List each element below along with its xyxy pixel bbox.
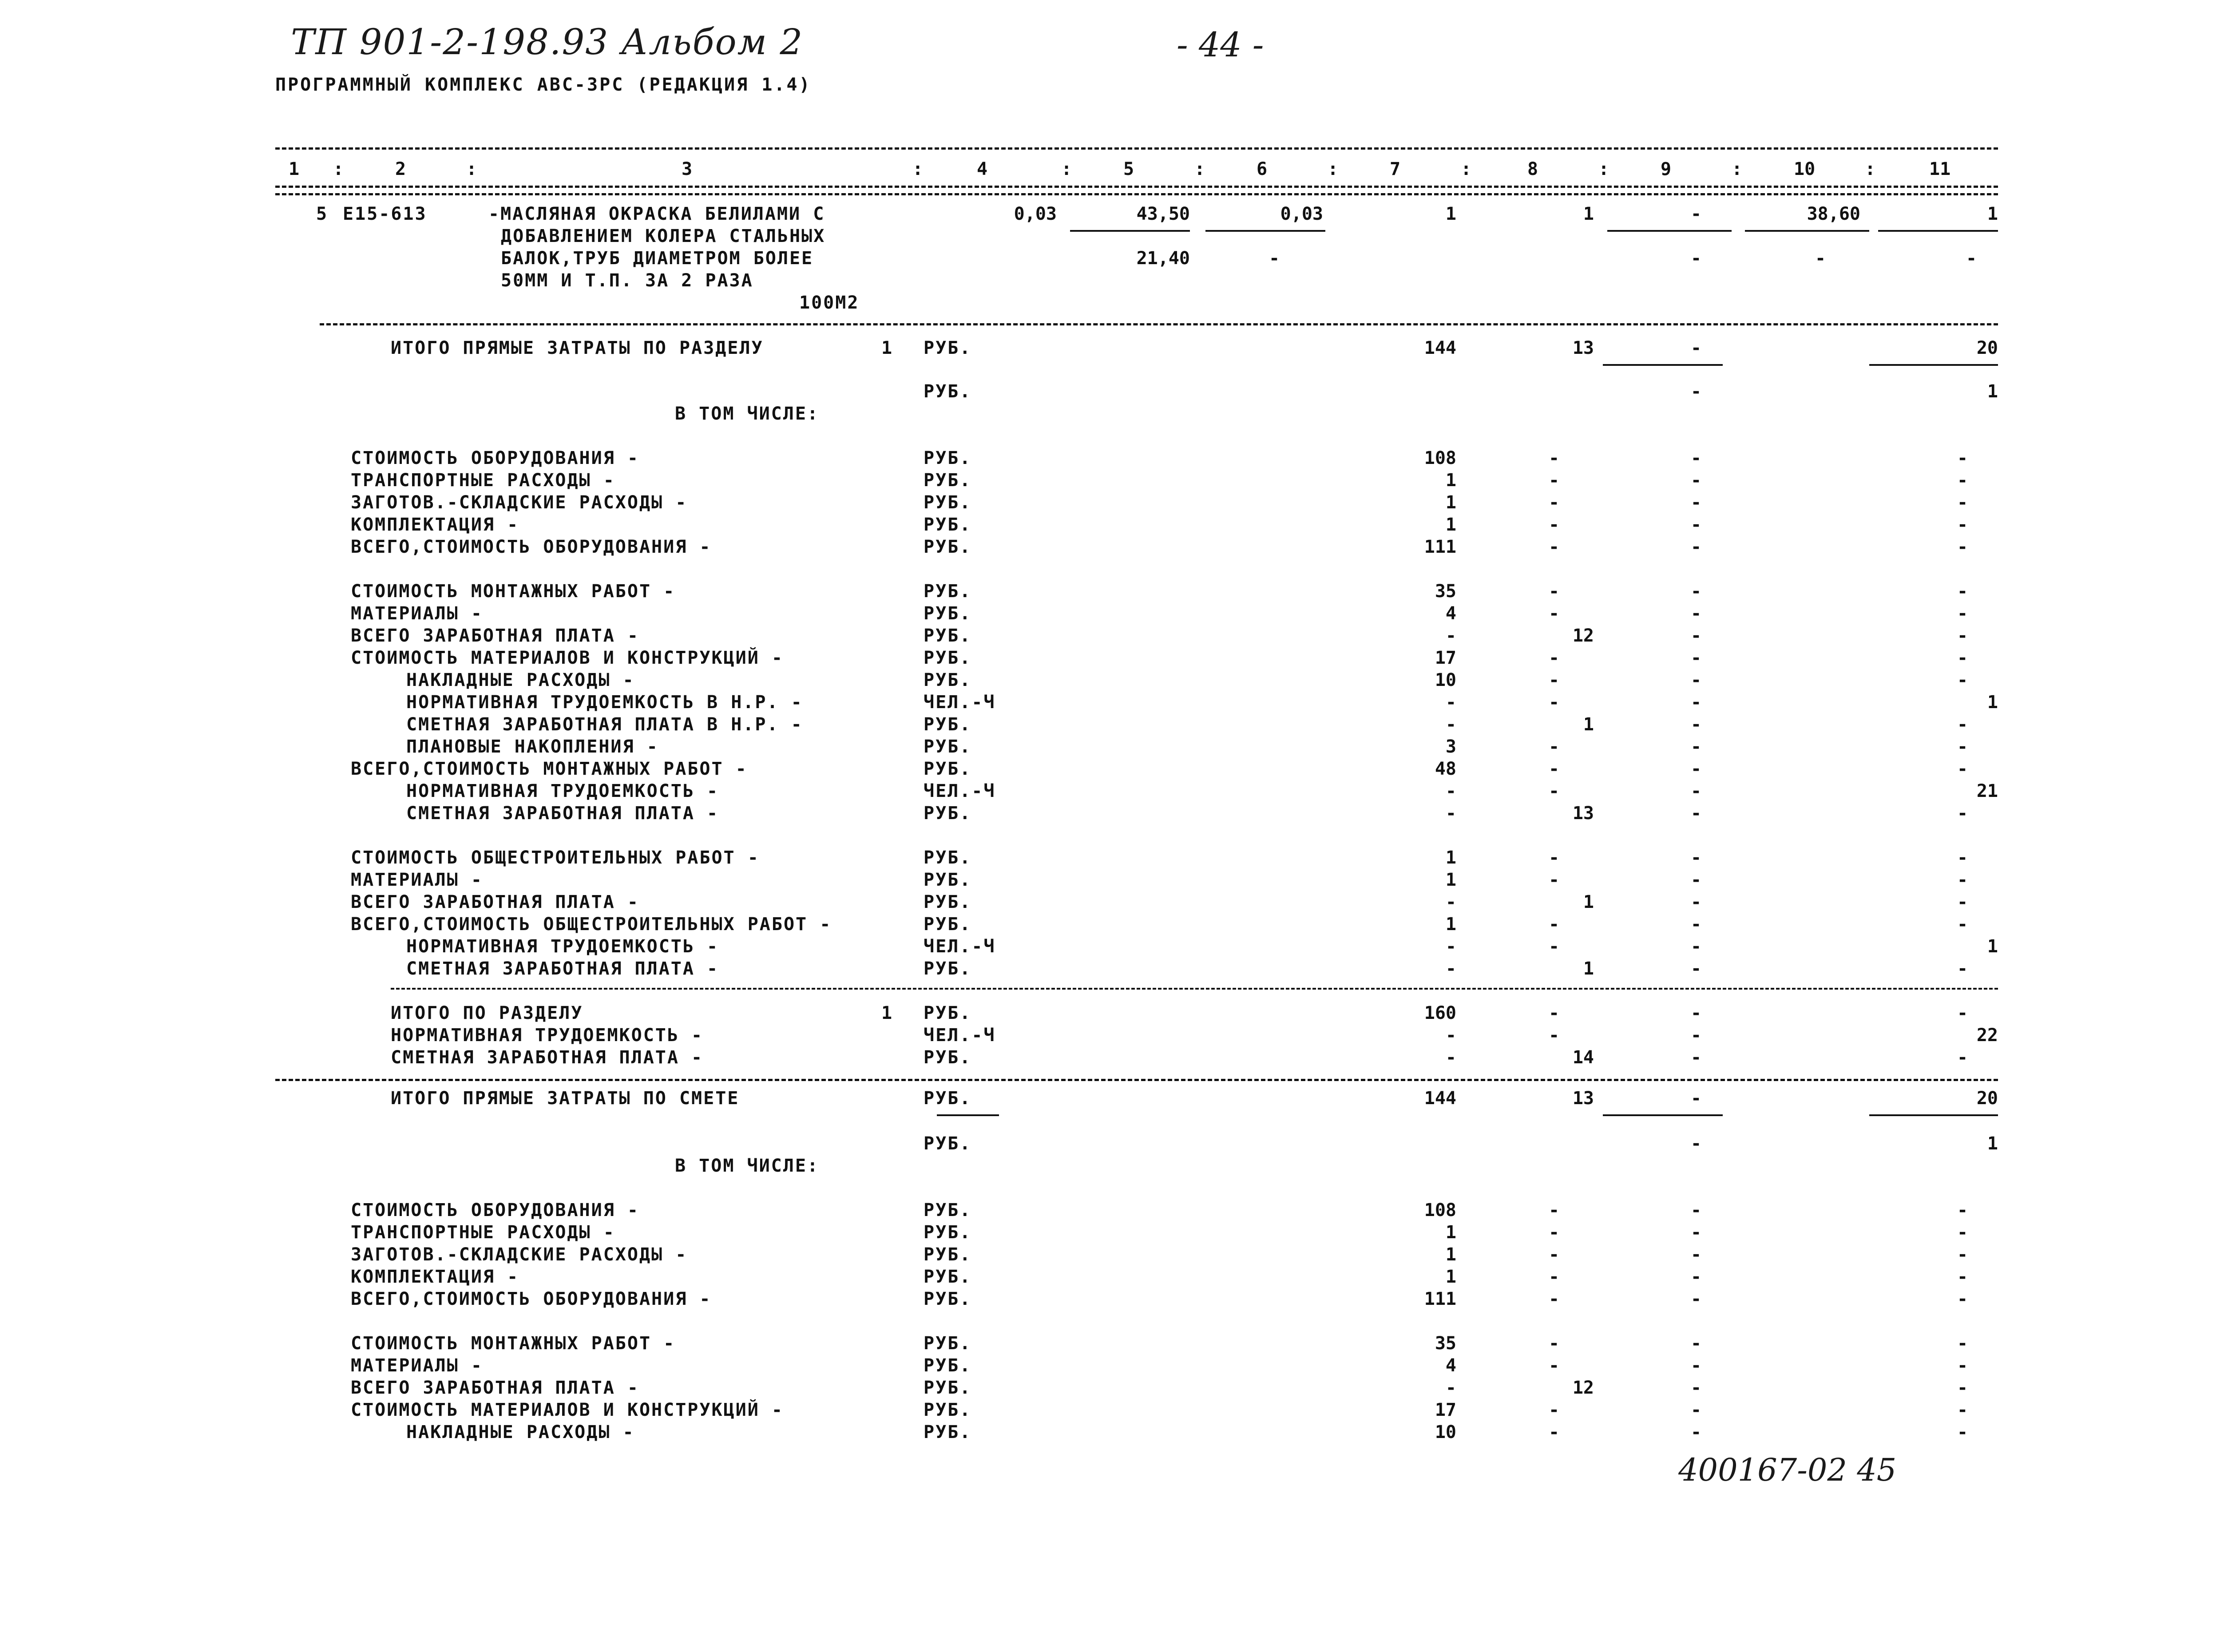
- row-label: СТОИМОСТЬ МОНТАЖНЫХ РАБОТ -: [351, 1333, 676, 1354]
- row-c7: 48: [1435, 759, 1456, 779]
- row-label: ПЛАНОВЫЕ НАКОПЛЕНИЯ -: [406, 737, 659, 757]
- row-label: СТОИМОСТЬ МАТЕРИАЛОВ И КОНСТРУКЦИЙ -: [351, 1400, 784, 1420]
- row-c11: -: [1957, 515, 1968, 535]
- row-c11: -: [1957, 648, 1968, 668]
- row-c7: 4: [1445, 1355, 1456, 1376]
- row-c8: -: [1548, 781, 1560, 801]
- row-unit: РУБ.: [924, 803, 972, 824]
- row-c11: -: [1957, 626, 1968, 646]
- row-c8: -: [1548, 1333, 1560, 1354]
- row-c7: 35: [1435, 1333, 1456, 1354]
- row-c11: -: [1957, 1289, 1968, 1309]
- row-c7: -: [1445, 1378, 1456, 1398]
- row-unit: РУБ.: [924, 338, 972, 358]
- row-label: СТОИМОСТЬ ОБОРУДОВАНИЯ -: [351, 448, 639, 468]
- row-unit: РУБ.: [924, 737, 972, 757]
- row-c8: 12: [1572, 1378, 1594, 1398]
- row-c11: -: [1957, 1222, 1968, 1243]
- row-c8: 12: [1572, 626, 1594, 646]
- cell-rule: [1205, 230, 1325, 232]
- row-c8: -: [1548, 737, 1560, 757]
- row-label: НОРМАТИВНАЯ ТРУДОЕМКОСТЬ -: [406, 936, 719, 957]
- row-c9: -: [1690, 737, 1702, 757]
- row-c9: -: [1690, 1267, 1702, 1287]
- row-label: ИТОГО ПО РАЗДЕЛУ: [391, 1003, 583, 1023]
- row-unit: РУБ.: [924, 870, 972, 890]
- row-c7: 111: [1424, 537, 1456, 557]
- row-c9: -: [1690, 448, 1702, 468]
- section-total-rule: [391, 988, 1998, 990]
- row-c11: -: [1957, 448, 1968, 468]
- row-c11: 1: [1987, 381, 1998, 402]
- row-unit: РУБ.: [924, 1400, 972, 1420]
- row-label: СМЕТНАЯ ЗАРАБОТНАЯ ПЛАТА -: [406, 803, 719, 824]
- row-label: СТОИМОСТЬ МАТЕРИАЛОВ И КОНСТРУКЦИЙ -: [351, 648, 784, 668]
- row-c11: -: [1957, 1355, 1968, 1376]
- item-description-line: -МАСЛЯНАЯ ОКРАСКА БЕЛИЛАМИ С: [488, 204, 825, 224]
- row-c7: 1: [1445, 848, 1456, 868]
- item-unit: 100М2: [799, 293, 860, 313]
- row-c8: -: [1548, 515, 1560, 535]
- row-c11: 21: [1976, 781, 1998, 801]
- col-separator: :: [1461, 159, 1472, 179]
- row-label: МАТЕРИАЛЫ -: [351, 1355, 483, 1376]
- row-c9: -: [1690, 1400, 1702, 1420]
- row-c11: -: [1957, 714, 1968, 735]
- row-c11: -: [1957, 1267, 1968, 1287]
- row-c9: -: [1690, 959, 1702, 979]
- row-c8: 13: [1572, 338, 1594, 358]
- row-unit: ЧЕЛ.-Ч: [924, 781, 996, 801]
- row-label: НАКЛАДНЫЕ РАСХОДЫ -: [406, 1422, 635, 1442]
- row-unit: РУБ.: [924, 1133, 972, 1154]
- row-c7: 111: [1424, 1289, 1456, 1309]
- row-unit: РУБ.: [924, 581, 972, 602]
- col-separator: :: [466, 159, 477, 179]
- row-c9: -: [1690, 1003, 1702, 1023]
- row-c7: 10: [1435, 1422, 1456, 1442]
- row-c9: -: [1690, 1378, 1702, 1398]
- row-unit: РУБ.: [924, 714, 972, 735]
- row-unit: РУБ.: [924, 537, 972, 557]
- row-c9: -: [1690, 581, 1702, 602]
- row-c7: 1: [1445, 870, 1456, 890]
- row-c11: -: [1957, 1003, 1968, 1023]
- col-header-2: 2: [395, 159, 406, 179]
- row-label: НОРМАТИВНАЯ ТРУДОЕМКОСТЬ В Н.Р. -: [406, 692, 803, 713]
- row-c9: -: [1690, 1422, 1702, 1442]
- row-label: ВСЕГО ЗАРАБОТНАЯ ПЛАТА -: [351, 1378, 639, 1398]
- row-c9: -: [1690, 537, 1702, 557]
- row-unit: РУБ.: [924, 1222, 972, 1243]
- item-bottom-rule: [320, 323, 1998, 325]
- row-c7: -: [1445, 692, 1456, 713]
- row-c9: -: [1690, 759, 1702, 779]
- cell-rule: [1869, 1114, 1998, 1116]
- row-c11: -: [1957, 492, 1968, 513]
- row-unit: РУБ.: [924, 1200, 972, 1220]
- col-separator: :: [1732, 159, 1743, 179]
- row-c7: -: [1445, 781, 1456, 801]
- row-unit: РУБ.: [924, 959, 972, 979]
- header-bottom-rule-2: [275, 193, 1998, 195]
- row-unit: РУБ.: [924, 1355, 972, 1376]
- row-c11: -: [1957, 670, 1968, 690]
- row-c9: -: [1690, 626, 1702, 646]
- row-c11: 1: [1987, 936, 1998, 957]
- row-label: СМЕТНАЯ ЗАРАБОТНАЯ ПЛАТА В Н.Р. -: [406, 714, 803, 735]
- row-c7: 108: [1424, 1200, 1456, 1220]
- row-c11: -: [1957, 803, 1968, 824]
- row-c11: -: [1957, 1400, 1968, 1420]
- row-c9: -: [1690, 603, 1702, 624]
- row-c11: -: [1957, 892, 1968, 912]
- row-label: НОРМАТИВНАЯ ТРУДОЕМКОСТЬ -: [406, 781, 719, 801]
- row-c7: 17: [1435, 648, 1456, 668]
- row-c8: -: [1548, 581, 1560, 602]
- row-unit: РУБ.: [924, 626, 972, 646]
- row-c9: -: [1690, 381, 1702, 402]
- row-c7: -: [1445, 803, 1456, 824]
- row-c11: -: [1957, 1422, 1968, 1442]
- item-c8: 1: [1583, 204, 1594, 224]
- row-label: ИТОГО ПРЯМЫЕ ЗАТРАТЫ ПО РАЗДЕЛУ: [391, 338, 764, 358]
- row-label: ВСЕГО ЗАРАБОТНАЯ ПЛАТА -: [351, 892, 639, 912]
- row-label: СТОИМОСТЬ МОНТАЖНЫХ РАБОТ -: [351, 581, 676, 602]
- row-label: ИТОГО ПРЯМЫЕ ЗАТРАТЫ ПО СМЕТЕ: [391, 1088, 740, 1109]
- row-label: В ТОМ ЧИСЛЕ:: [675, 1156, 819, 1176]
- row-c9: -: [1690, 714, 1702, 735]
- cell-rule: [1070, 230, 1190, 232]
- page-number: - 44 -: [1177, 25, 1264, 64]
- row-unit: РУБ.: [924, 1267, 972, 1287]
- item-code: Е15-613: [343, 204, 427, 224]
- cell-rule: [1607, 230, 1732, 232]
- row-c11: 20: [1976, 1088, 1998, 1109]
- row-c9: -: [1690, 936, 1702, 957]
- row-c11: 20: [1976, 338, 1998, 358]
- row-c9: -: [1690, 515, 1702, 535]
- item-c6b: -: [1269, 248, 1280, 269]
- row-c8: -: [1548, 448, 1560, 468]
- row-c9: -: [1690, 648, 1702, 668]
- row-c9: -: [1690, 492, 1702, 513]
- row-c7: 1: [1445, 1222, 1456, 1243]
- row-c8: -: [1548, 670, 1560, 690]
- cell-rule: [1878, 230, 1998, 232]
- row-c11: -: [1957, 737, 1968, 757]
- col-header-3: 3: [682, 159, 693, 179]
- item-c11a: 1: [1987, 204, 1998, 224]
- row-c7: -: [1445, 626, 1456, 646]
- row-c9: -: [1690, 1355, 1702, 1376]
- estimate-start-rule: [275, 1079, 1998, 1081]
- row-c8: -: [1548, 1289, 1560, 1309]
- item-c9b: -: [1690, 248, 1702, 269]
- row-c8: 13: [1572, 803, 1594, 824]
- row-c7: 1: [1445, 492, 1456, 513]
- row-unit: РУБ.: [924, 1422, 972, 1442]
- row-c7: 1: [1445, 1267, 1456, 1287]
- row-c9: -: [1690, 1222, 1702, 1243]
- row-label: КОМПЛЕКТАЦИЯ -: [351, 1267, 519, 1287]
- row-label: СТОИМОСТЬ ОБОРУДОВАНИЯ -: [351, 1200, 639, 1220]
- item-c11b: -: [1966, 248, 1977, 269]
- row-c8: 1: [1583, 714, 1594, 735]
- row-c7: -: [1445, 1047, 1456, 1068]
- row-c8: -: [1548, 870, 1560, 890]
- col-separator: :: [1194, 159, 1205, 179]
- table-top-rule: [275, 147, 1998, 150]
- row-c11: -: [1957, 1378, 1968, 1398]
- row-c8: -: [1548, 1400, 1560, 1420]
- row-label: ТРАНСПОРТНЫЕ РАСХОДЫ -: [351, 1222, 615, 1243]
- col-header-6: 6: [1257, 159, 1268, 179]
- row-c8: -: [1548, 648, 1560, 668]
- row-c8: -: [1548, 1267, 1560, 1287]
- row-c8: -: [1548, 1222, 1560, 1243]
- row-label: ЗАГОТОВ.-СКЛАДСКИЕ РАСХОДЫ -: [351, 1244, 688, 1265]
- row-unit: РУБ.: [924, 448, 972, 468]
- row-c9: -: [1690, 692, 1702, 713]
- cell-rule: [1745, 230, 1869, 232]
- col-separator: :: [1598, 159, 1610, 179]
- row-unit: РУБ.: [924, 492, 972, 513]
- row-c8: -: [1548, 1025, 1560, 1046]
- item-description-line: 50ММ И Т.П. ЗА 2 РАЗА: [501, 270, 753, 291]
- col-separator: :: [1061, 159, 1072, 179]
- col-header-10: 10: [1794, 159, 1816, 179]
- row-c9: -: [1690, 1244, 1702, 1265]
- row-c7: 10: [1435, 670, 1456, 690]
- row-unit: РУБ.: [924, 603, 972, 624]
- col-header-4: 4: [977, 159, 988, 179]
- row-c9: -: [1690, 1088, 1702, 1109]
- row-c8: -: [1548, 492, 1560, 513]
- row-unit: РУБ.: [924, 1047, 972, 1068]
- row-c11: 22: [1976, 1025, 1998, 1046]
- row-c7: -: [1445, 1025, 1456, 1046]
- row-c7: 144: [1424, 1088, 1456, 1109]
- row-c8: -: [1548, 1200, 1560, 1220]
- row-c9: -: [1690, 781, 1702, 801]
- row-unit: ЧЕЛ.-Ч: [924, 936, 996, 957]
- row-label: ВСЕГО ЗАРАБОТНАЯ ПЛАТА -: [351, 626, 639, 646]
- row-c7: -: [1445, 892, 1456, 912]
- row-label: НОРМАТИВНАЯ ТРУДОЕМКОСТЬ -: [391, 1025, 704, 1046]
- row-c11: 1: [1987, 692, 1998, 713]
- row-unit: ЧЕЛ.-Ч: [924, 692, 996, 713]
- row-c8: 13: [1572, 1088, 1594, 1109]
- cell-rule: [1603, 364, 1723, 366]
- row-c9: -: [1690, 1047, 1702, 1068]
- row-c9: -: [1690, 670, 1702, 690]
- item-c6a: 0,03: [1280, 204, 1323, 224]
- row-c7: 1: [1445, 515, 1456, 535]
- row-c11: -: [1957, 1244, 1968, 1265]
- row-c7: -: [1445, 714, 1456, 735]
- row-unit: РУБ.: [924, 914, 972, 935]
- item-description-line: ДОБАВЛЕНИЕМ КОЛЕРА СТАЛЬНЫХ: [501, 226, 826, 246]
- row-c9: -: [1690, 914, 1702, 935]
- row-unit: РУБ.: [924, 759, 972, 779]
- row-c11: -: [1957, 759, 1968, 779]
- row-unit: ЧЕЛ.-Ч: [924, 1025, 996, 1046]
- row-c11: -: [1957, 870, 1968, 890]
- col-header-7: 7: [1390, 159, 1401, 179]
- row-label: СТОИМОСТЬ ОБЩЕСТРОИТЕЛЬНЫХ РАБОТ -: [351, 848, 760, 868]
- row-c11: -: [1957, 959, 1968, 979]
- row-unit: РУБ.: [924, 892, 972, 912]
- row-unit: РУБ.: [924, 648, 972, 668]
- row-c8: -: [1548, 692, 1560, 713]
- col-separator: :: [1328, 159, 1339, 179]
- item-c5b: 21,40: [1136, 248, 1190, 269]
- cell-rule: [937, 1114, 999, 1116]
- row-label: МАТЕРИАЛЫ -: [351, 870, 483, 890]
- col-header-8: 8: [1527, 159, 1538, 179]
- row-c11: -: [1957, 1200, 1968, 1220]
- row-c9: -: [1690, 1333, 1702, 1354]
- row-label: ТРАНСПОРТНЫЕ РАСХОДЫ -: [351, 470, 615, 491]
- item-c10b: -: [1815, 248, 1826, 269]
- row-c7: 144: [1424, 338, 1456, 358]
- row-label: КОМПЛЕКТАЦИЯ -: [351, 515, 519, 535]
- item-c7: 1: [1445, 204, 1456, 224]
- row-unit: РУБ.: [924, 848, 972, 868]
- row-c11: -: [1957, 1047, 1968, 1068]
- row-unit: РУБ.: [924, 1088, 972, 1109]
- row-c8: -: [1548, 470, 1560, 491]
- row-label: НАКЛАДНЫЕ РАСХОДЫ -: [406, 670, 635, 690]
- row-unit: РУБ.: [924, 1289, 972, 1309]
- row-c9: -: [1690, 848, 1702, 868]
- row-c11: -: [1957, 603, 1968, 624]
- row-c8: -: [1548, 759, 1560, 779]
- row-c8: -: [1548, 1422, 1560, 1442]
- col-header-1: 1: [289, 159, 300, 179]
- col-separator: :: [333, 159, 344, 179]
- document-reference: ТП 901-2-198.93 Альбом 2: [291, 21, 804, 63]
- row-label: СМЕТНАЯ ЗАРАБОТНАЯ ПЛАТА -: [406, 959, 719, 979]
- cell-rule: [1603, 1114, 1723, 1116]
- row-c8: -: [1548, 537, 1560, 557]
- row-c9: -: [1690, 870, 1702, 890]
- row-c7: 3: [1445, 737, 1456, 757]
- row-c11: -: [1957, 848, 1968, 868]
- row-label: ЗАГОТОВ.-СКЛАДСКИЕ РАСХОДЫ -: [351, 492, 688, 513]
- row-c11: -: [1957, 537, 1968, 557]
- row-c9: -: [1690, 470, 1702, 491]
- row-unit: РУБ.: [924, 1003, 972, 1023]
- row-c7: 108: [1424, 448, 1456, 468]
- row-c8: 1: [1583, 892, 1594, 912]
- col-header-5: 5: [1123, 159, 1134, 179]
- row-label: В ТОМ ЧИСЛЕ:: [675, 404, 819, 424]
- row-c11: -: [1957, 1333, 1968, 1354]
- item-c9a: -: [1690, 204, 1702, 224]
- row-unit: РУБ.: [924, 1333, 972, 1354]
- row-c7: -: [1445, 936, 1456, 957]
- row-unit: РУБ.: [924, 470, 972, 491]
- row-unit: РУБ.: [924, 1244, 972, 1265]
- document-code: 400167-02 45: [1678, 1452, 1897, 1488]
- row-label: ВСЕГО,СТОИМОСТЬ ОБОРУДОВАНИЯ -: [351, 1289, 712, 1309]
- row-unit: РУБ.: [924, 515, 972, 535]
- item-description-line: БАЛОК,ТРУБ ДИАМЕТРОМ БОЛЕЕ: [501, 248, 814, 269]
- row-c7: 160: [1424, 1003, 1456, 1023]
- cell-rule: [1869, 364, 1998, 366]
- row-c7: 1: [1445, 914, 1456, 935]
- row-c9: -: [1690, 1025, 1702, 1046]
- row-c7: 4: [1445, 603, 1456, 624]
- row-unit: РУБ.: [924, 670, 972, 690]
- item-c4: 0,03: [1014, 204, 1057, 224]
- row-label: МАТЕРИАЛЫ -: [351, 603, 483, 624]
- row-c9: -: [1690, 892, 1702, 912]
- row-section-number: 1: [881, 338, 894, 358]
- row-c7: 35: [1435, 581, 1456, 602]
- program-title: ПРОГРАММНЫЙ КОМПЛЕКС АВС-3РС (РЕДАКЦИЯ 1.4): [275, 75, 812, 95]
- row-c8: -: [1548, 603, 1560, 624]
- row-unit: РУБ.: [924, 381, 972, 402]
- row-c9: -: [1690, 1200, 1702, 1220]
- header-bottom-rule: [275, 186, 1998, 188]
- row-c9: -: [1690, 1133, 1702, 1154]
- row-c8: -: [1548, 914, 1560, 935]
- row-c9: -: [1690, 803, 1702, 824]
- row-c11: 1: [1987, 1133, 1998, 1154]
- row-c8: -: [1548, 848, 1560, 868]
- row-c8: 14: [1572, 1047, 1594, 1068]
- row-c7: 17: [1435, 1400, 1456, 1420]
- item-c10a: 38,60: [1807, 204, 1860, 224]
- row-c8: -: [1548, 936, 1560, 957]
- row-c11: -: [1957, 581, 1968, 602]
- col-header-11: 11: [1929, 159, 1951, 179]
- col-separator: :: [912, 159, 924, 179]
- row-c11: -: [1957, 914, 1968, 935]
- row-c8: 1: [1583, 959, 1594, 979]
- col-separator: :: [1865, 159, 1876, 179]
- row-c9: -: [1690, 1289, 1702, 1309]
- item-number: 5: [316, 204, 329, 224]
- row-label: ВСЕГО,СТОИМОСТЬ МОНТАЖНЫХ РАБОТ -: [351, 759, 748, 779]
- item-c5a: 43,50: [1136, 204, 1190, 224]
- row-c7: 1: [1445, 1244, 1456, 1265]
- row-c9: -: [1690, 338, 1702, 358]
- row-section-number: 1: [881, 1003, 894, 1023]
- row-unit: РУБ.: [924, 1378, 972, 1398]
- col-header-9: 9: [1661, 159, 1672, 179]
- row-c8: -: [1548, 1355, 1560, 1376]
- row-c8: -: [1548, 1003, 1560, 1023]
- row-label: СМЕТНАЯ ЗАРАБОТНАЯ ПЛАТА -: [391, 1047, 704, 1068]
- row-c7: 1: [1445, 470, 1456, 491]
- row-label: ВСЕГО,СТОИМОСТЬ ОБОРУДОВАНИЯ -: [351, 537, 712, 557]
- row-c7: -: [1445, 959, 1456, 979]
- row-label: ВСЕГО,СТОИМОСТЬ ОБЩЕСТРОИТЕЛЬНЫХ РАБОТ -: [351, 914, 832, 935]
- row-c11: -: [1957, 470, 1968, 491]
- row-c8: -: [1548, 1244, 1560, 1265]
